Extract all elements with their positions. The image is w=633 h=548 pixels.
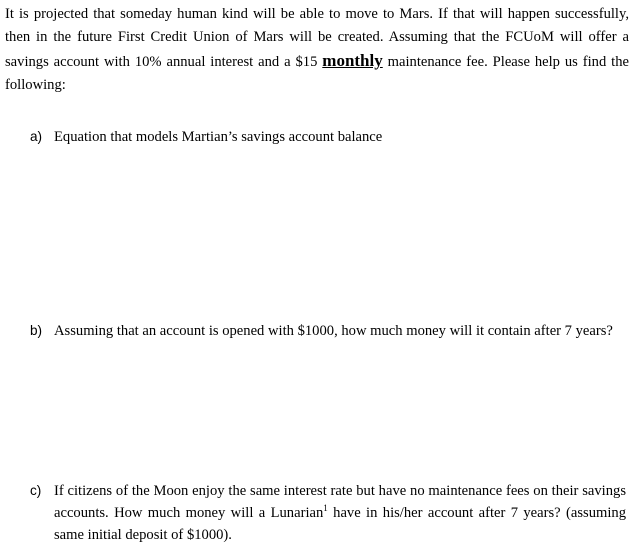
question-b: [30, 320, 626, 342]
question-a-label: a): [30, 129, 43, 144]
problem-statement-part-1: It is projected that someday human kind will be able to move to Mars. If that will happen successfully, then in the future First Credit Union of Mars will be created. Assuming that the FCUoM will offer a savings account with 10% annual interest and a $15: [5, 6, 629, 70]
question-c-text-after: have in his/her account after 7 years? (assuming same initial deposit of $1000).: [54, 505, 626, 543]
question-c-label: c): [30, 483, 42, 498]
question-b-text: Assuming that an account is opened with $1000, how much money will it contain after 7 years?: [54, 323, 613, 339]
question-c: [30, 480, 626, 546]
question-a: [30, 126, 626, 148]
question-a-text: Equation that models Martian’s savings account balance: [54, 129, 383, 145]
problem-statement: [5, 3, 629, 97]
question-b-label: b): [30, 323, 43, 338]
footnote-marker: 1: [323, 503, 328, 513]
question-c-text: [54, 480, 626, 546]
problem-statement-part-2: maintenance fee. Please help us find the following:: [5, 54, 629, 93]
question-c-text-before: If citizens of the Moon enjoy the same interest rate but have no maintenance fees on their savings accounts. How much money will a Lunarian: [54, 483, 626, 521]
monthly-emphasis: monthly: [322, 51, 383, 70]
